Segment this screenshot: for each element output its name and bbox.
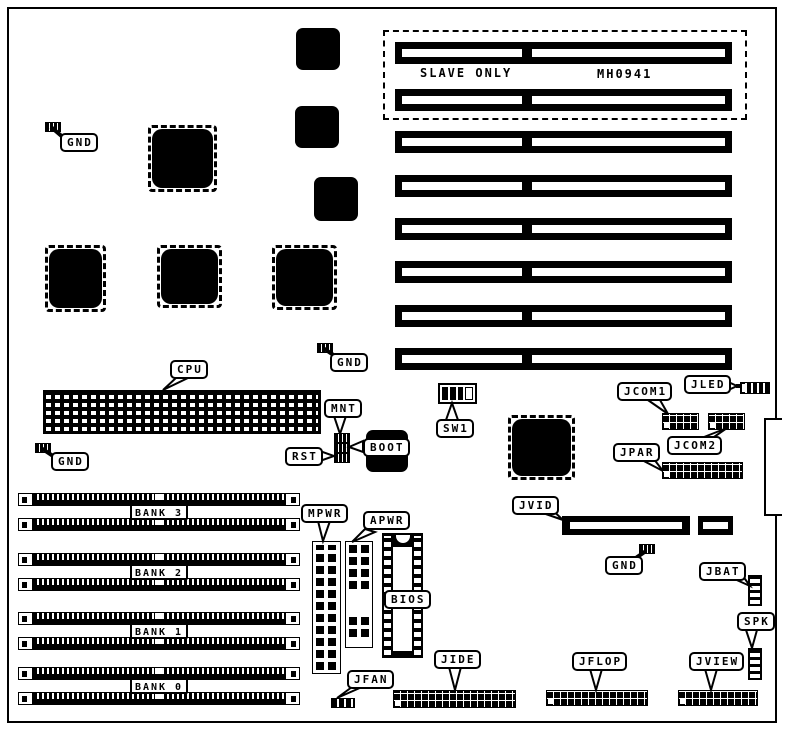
mnt-label: MNT — [324, 399, 362, 418]
spk-label: SPK — [737, 612, 775, 631]
jcom2-label: JCOM2 — [667, 436, 722, 455]
bank3-label: BANK 3 — [130, 504, 188, 520]
jcom1-label: JCOM1 — [617, 382, 672, 401]
boot-label: BOOT — [363, 438, 410, 457]
cpu-label: CPU — [170, 360, 208, 379]
apwr-label: APWR — [363, 511, 410, 530]
bank0-label: BANK 0 — [130, 678, 188, 694]
jled-label: JLED — [684, 375, 731, 394]
jview-label: JVIEW — [689, 652, 744, 671]
jpar-label: JPAR — [613, 443, 660, 462]
gnd-label: GND — [605, 556, 643, 575]
rst-label: RST — [285, 447, 323, 466]
mpwr-label: MPWR — [301, 504, 348, 523]
bank2-label: BANK 2 — [130, 564, 188, 580]
jbat-label: JBAT — [699, 562, 746, 581]
jvid-label: JVID — [512, 496, 559, 515]
model-number-label: MH0941 — [597, 67, 653, 81]
jfan-label: JFAN — [347, 670, 394, 689]
bios-label: BIOS — [384, 590, 431, 609]
gnd-label: GND — [51, 452, 89, 471]
jide-label: JIDE — [434, 650, 481, 669]
slave-only-label: SLAVE ONLY — [420, 66, 513, 80]
jflop-label: JFLOP — [572, 652, 627, 671]
bank1-label: BANK 1 — [130, 623, 188, 639]
gnd-label: GND — [330, 353, 368, 372]
gnd-label: GND — [60, 133, 98, 152]
sw1-label: SW1 — [436, 419, 474, 438]
